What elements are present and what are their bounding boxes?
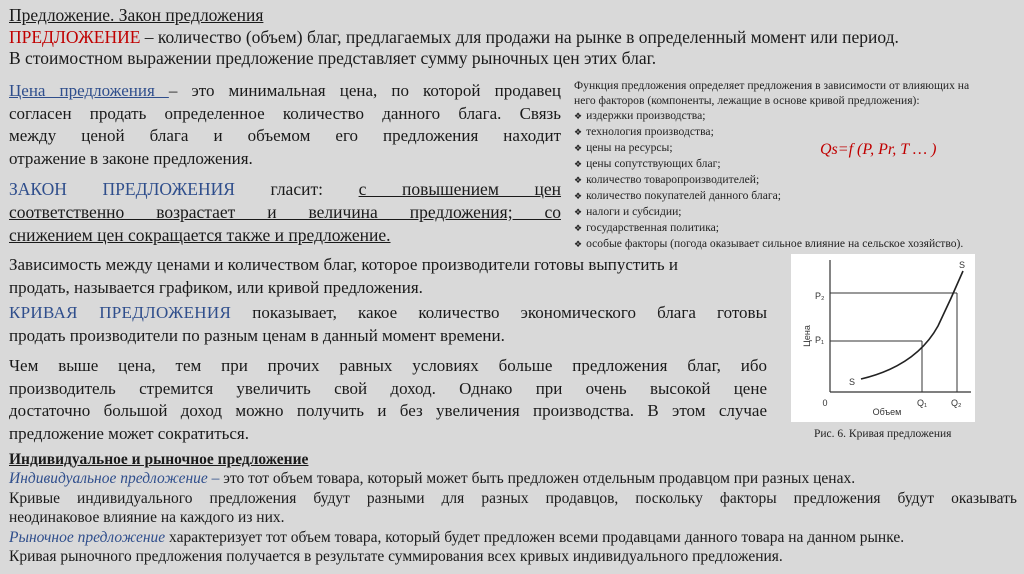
function-factor-item: ❖ издержки производства;	[574, 108, 1020, 124]
law-says: гласит:	[270, 179, 323, 199]
page-title: Предложение. Закон предложения	[9, 5, 264, 25]
origin-label: 0	[822, 398, 828, 408]
law-line-2: соответственно возрастает и величина предложения; со	[9, 202, 561, 222]
higher-price-paragraph	[9, 355, 767, 445]
function-line-1: Функция предложения определяет предложения в зависимости от влияющих на	[574, 79, 970, 92]
function-factor-item: ❖ количество покупателей данного блага;	[574, 188, 1020, 204]
law-line-3: снижением цен сокращается также и предложение.	[9, 225, 391, 245]
q2-label: Q₂	[951, 398, 962, 408]
market-line-2: Кривая рыночного предложения получается в результате суммирования всех кривых индивидуального предложения.	[9, 548, 783, 565]
function-factor-item: ❖ налоги и субсидии;	[574, 204, 1020, 220]
price-paragraph	[9, 80, 561, 170]
individual-line-2: Кривые индивидуального предложения будут разными для разных продавцов, поскольку факторы предложения будут оказывать	[9, 489, 1017, 507]
higher-line-3: достаточно большой доход можно получить и без увеличения производства. В этом случае	[9, 401, 767, 420]
curve-line-2: продать производители по разным ценам в данный момент времени.	[9, 325, 505, 345]
law-of-supply	[9, 178, 561, 247]
price-term: Цена предложения	[9, 81, 169, 100]
market-line-1-text: характеризует тот объем товара, который будет предложен всеми продавцами данного товара на данном рынке.	[165, 528, 905, 546]
definition-text: – количество (объем) благ, предлагаемых для продажи на рынке в определенный момент или период.	[140, 27, 899, 47]
price-line-1	[9, 80, 561, 103]
individual-market-heading: Индивидуальное и рыночное предложение	[9, 451, 309, 468]
law-term: ЗАКОН ПРЕДЛОЖЕНИЯ	[9, 179, 235, 199]
price-line-1-text: – это минимальная цена, по которой продавец	[168, 81, 561, 100]
individual-line-1-text: это тот объем товара, который может быть предложен отдельным продавцом при разных ценах.	[219, 470, 856, 487]
graph-line-1: Зависимость между ценами и количеством благ, которое производители готовы выпустить и	[9, 255, 678, 274]
function-factor-item: ❖ цены на ресурсы;	[574, 140, 1020, 156]
graph-paragraph	[9, 254, 777, 299]
individual-term: Индивидуальное предложение –	[9, 470, 220, 487]
supply-curve	[861, 271, 963, 379]
market-term: Рыночное предложение	[9, 528, 166, 546]
definition-term: ПРЕДЛОЖЕНИЕ	[9, 27, 141, 47]
x-axis-label: Объем	[872, 407, 902, 417]
price-line-2: согласен продать определенное количество данного блага. Связь	[9, 103, 561, 123]
definition-line-2: В стоимостном выражении предложение представляет сумму рыночных цен этих благ.	[9, 48, 657, 68]
supply-curve-figure	[791, 254, 975, 422]
curve-paragraph	[9, 302, 767, 347]
p1-label: P₁	[815, 335, 825, 345]
curve-line-1-text: показывает, какое количество экономического блага готовы	[231, 303, 767, 322]
figure-caption: Рис. 6. Кривая предложения	[814, 428, 952, 440]
price-line-3: между ценой блага и объемом его предложения находит	[9, 126, 561, 145]
function-line-2: него факторов (компоненты, лежащие в основе кривой предложения):	[574, 94, 920, 107]
higher-line-4: предложение может сократиться.	[9, 423, 250, 443]
supply-curve-diagram	[791, 254, 975, 422]
p2-label: P₂	[815, 291, 825, 301]
individual-market-block	[9, 469, 1017, 567]
supply-formula: Qs=f (P, Pr, T … )	[820, 141, 937, 158]
y-axis-label: Цена	[802, 325, 812, 347]
supply-function-box	[574, 78, 1020, 252]
price-line-4: отражение в законе предложения.	[9, 148, 253, 168]
function-factor-item: ❖ особые факторы (погода оказывает сильное влияние на сельское хозяйство).	[574, 236, 1020, 252]
law-line-1	[9, 178, 561, 201]
function-factor-item: ❖ цены сопутствующих благ;	[574, 156, 1020, 172]
higher-line-2: производитель стремится увеличить свой доход. Однако при очень высокой цене	[9, 378, 767, 398]
s-bottom-label: S	[849, 377, 856, 387]
law-line-1-underlined: с повышением цен	[358, 179, 562, 199]
market-line-1	[9, 528, 1017, 548]
function-factor-item: ❖ государственная политика;	[574, 220, 1020, 236]
graph-line-2: продать, называется графиком, или кривой предложения.	[9, 277, 423, 297]
curve-term: КРИВАЯ ПРЕДЛОЖЕНИЯ	[9, 303, 232, 322]
function-factor-list	[574, 108, 1020, 252]
higher-line-1: Чем выше цена, тем при прочих равных условиях больше предложения благ, ибо	[9, 356, 767, 375]
individual-line-1	[9, 469, 1017, 489]
function-factor-item: ❖ технология производства;	[574, 124, 1020, 140]
function-factor-item: ❖ количество товаропроизводителей;	[574, 172, 1020, 188]
curve-line-1	[9, 302, 767, 325]
definition-line-1	[9, 27, 899, 48]
individual-line-3: неодинаковое влияние на каждого из них.	[9, 509, 285, 526]
q1-label: Q₁	[917, 398, 928, 408]
s-top-label: S	[959, 260, 966, 270]
